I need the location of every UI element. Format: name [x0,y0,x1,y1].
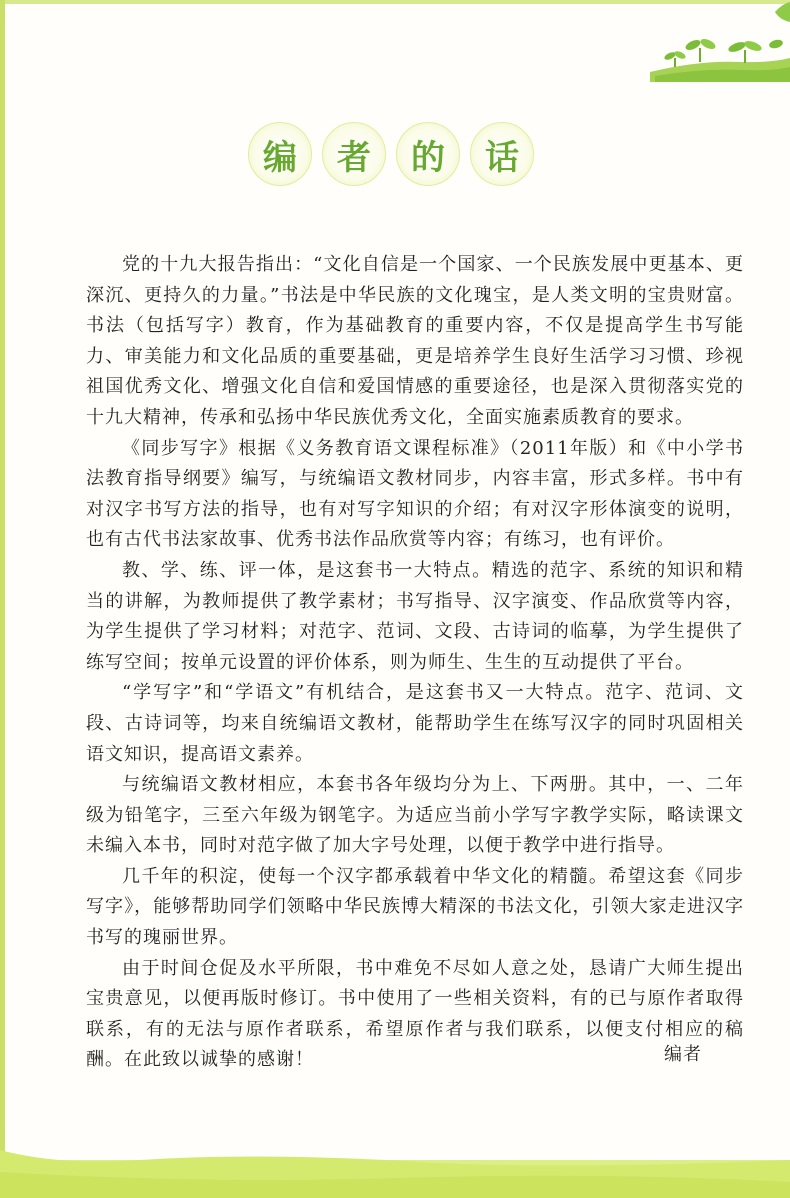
grass-sprouts-decoration [650,2,790,82]
title-char: 者 [322,122,386,186]
paragraph: 几千年的积淀，使每一个汉字都承载着中华文化的精髓。希望这套《同步写字》，能够帮助同学们领略中华民族博大精深的书法文化，引领大家走进汉字书写的瑰丽世界。 [86,865,744,949]
bottom-band-decoration [0,1150,790,1198]
page-title [248,122,534,186]
paragraph: 由于时间仓促及水平所限，书中难免不尽如人意之处，恳请广大师生提出宝贵意见，以便再版时修订。书中使用了一些相关资料，有的已与原作者取得联系，有的无法与原作者联系，希望原作者与我们联系，以便支付相应的稿酬。在此致以诚挚的感谢！ [86,957,744,1071]
title-char: 话 [470,122,534,186]
paragraph: 《同步写字》根据《义务教育语文课程标准》（2011年版）和《中小学书法教育指导纲要》编写，与统编语文教材同步，内容丰富，形式多样。书中有对汉字书写方法的指导，也有对写字知识的介绍；有对汉字形体演变的说明，也有古代书法家故事、优秀书法作品欣赏等内容；有练习，也有评价。 [86,437,744,551]
title-char: 编 [248,122,312,186]
paragraph: 党的十九大报告指出：“文化自信是一个国家、一个民族发展中更基本、更深沉、更持久的力量。”书法是中华民族的文化瑰宝，是人类文明的宝贵财富。书法（包括写字）教育，作为基础教育的重要内容，不仅是提高学生书写能力、审美能力和文化品质的重要基础，更是培养学生良好生活学习习惯、珍视祖国优秀文化、增强文化自信和爱国情感的重要途径，也是深入贯彻落实党的十九大精神，传承和弘扬中华民族优秀文化，全面实施素质教育的要求。 [86,254,744,428]
body-text [86,250,744,1076]
paragraph: 与统编语文教材相应，本套书各年级均分为上、下两册。其中，一、二年级为铅笔字，三至六年级为钢笔字。为适应当前小学写字教学实际，略读课文未编入本书，同时对范字做了加大字号处理，以便于教学中进行指导。 [86,774,744,857]
signature: 编者 [664,1044,702,1065]
title-char: 的 [396,122,460,186]
paragraph: 教、学、练、评一体，是这套书一大特点。精选的范字、系统的知识和精当的讲解，为教师提供了教学素材；书写指导、汉字演变、作品欣赏等内容，为学生提供了学习材料；对范字、范词、文段、古诗词的临摹，为学生提供了练写空间；按单元设置的评价体系，则为师生、生生的互动提供了平台。 [86,559,744,673]
paragraph: “学写字”和“学语文”有机结合，是这套书又一大特点。范字、范词、文段、古诗词等，均来自统编语文教材，能帮助学生在练写汉字的同时巩固相关语文知识，提高语文素养。 [86,682,744,765]
